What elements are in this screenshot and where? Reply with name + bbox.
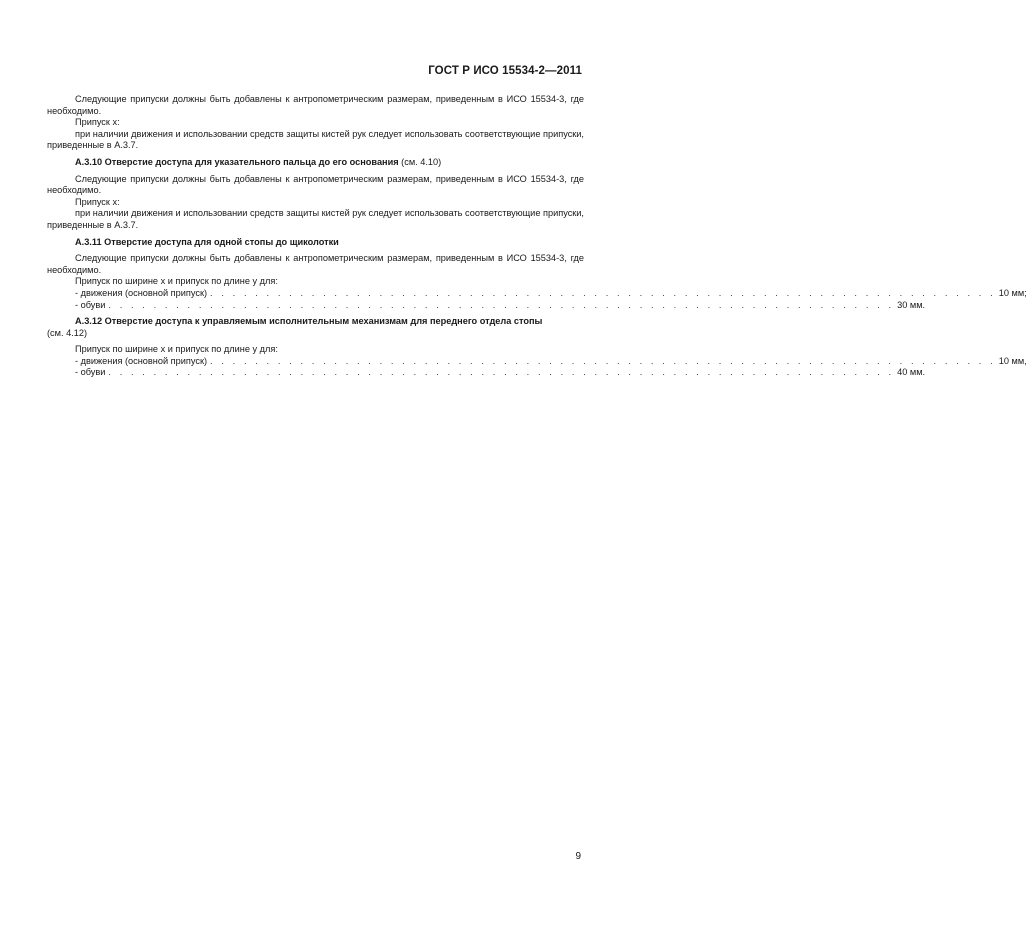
section-a311-heading: А.3.11 Отверстие доступа для одной стопы до щиколотки [75, 236, 339, 247]
section-a310-paragraph: Следующие припуски должны быть добавлены к антропометрическим размерам, приведенным в ИСО 15534-3, где необходимо. [47, 173, 584, 196]
section-a310-allowance-text: при наличии движения и использовании средств защиты кистей рук следует использовать соответствующие припуски, приведенные в А.3.7. [47, 208, 584, 230]
document-header: ГОСТ Р ИСО 15534-2—2011 [428, 65, 582, 77]
intro-allowance-text: при наличии движения и использовании средств защиты кистей рук следует использовать соответствующие припуски, приведенные в А.3.7. [47, 128, 584, 151]
item-value: 10 мм; [998, 287, 1027, 298]
leader-dots: . . . . . . . . . . . . . . . . . . . . . . . . . . . . . . . . . . . . . . . . . . . . . . . . . . . . . . . . . . . . . . . . . . . . . . [108, 299, 895, 310]
section-a310-allowance-label: Припуск x: [75, 196, 120, 207]
section-a310-heading [47, 157, 584, 169]
item-value: 30 мм. [897, 299, 926, 310]
section-a311-paragraph: Следующие припуски должны быть добавлены к антропометрическим размерам, приведенным в ИСО 15534-3, где необходимо. [47, 253, 584, 275]
section-a311-item-footwear [47, 299, 926, 312]
section-a310-ref: (см. 4.10) [398, 156, 442, 167]
leader-dots: . . . . . . . . . . . . . . . . . . . . . . . . . . . . . . . . . . . . . . . . . . . . . . . . . . . . . . . . . . . . . . . . . . . . . . [210, 355, 996, 366]
item-label: - обуви [75, 299, 106, 310]
item-value: 10 мм, [998, 355, 1027, 366]
section-a312-allowance-label: Припуск по ширине x и припуск по длине y для: [75, 344, 278, 355]
item-label: - обуви [75, 367, 106, 378]
page-content [47, 94, 1027, 379]
section-a311-allowance-label: Припуск по ширине x и припуск по длине y для: [75, 276, 278, 287]
intro-allowance-label: Припуск x: [75, 117, 120, 128]
leader-dots: . . . . . . . . . . . . . . . . . . . . . . . . . . . . . . . . . . . . . . . . . . . . . . . . . . . . . . . . . . . . . . . . . . . . . . [108, 367, 895, 378]
intro-paragraph: Следующие припуски должны быть добавлены к антропометрическим размерам, приведенным в ИСО 15534-3, где необходимо. [47, 94, 584, 116]
leader-dots: . . . . . . . . . . . . . . . . . . . . . . . . . . . . . . . . . . . . . . . . . . . . . . . . . . . . . . . . . . . . . . . . . . . . . . [210, 287, 996, 298]
item-label: - движения (основной припуск) [75, 355, 208, 366]
item-value: 40 мм. [897, 367, 926, 378]
item-label: - движения (основной припуск) [75, 287, 208, 298]
section-a312-heading: А.3.12 Отверстие доступа к управляемым исполнительным механизмам для переднего отдела стопы [75, 316, 543, 327]
section-a312-ref: (см. 4.12) [47, 327, 88, 338]
section-a310-title: А.3.10 Отверстие доступа для указательного пальца до его основания [75, 156, 399, 167]
section-a311-item-movement [47, 287, 1027, 300]
section-a312-item-footwear [47, 367, 926, 379]
page-number: 9 [575, 851, 581, 862]
section-a312-item-movement [47, 355, 1027, 368]
